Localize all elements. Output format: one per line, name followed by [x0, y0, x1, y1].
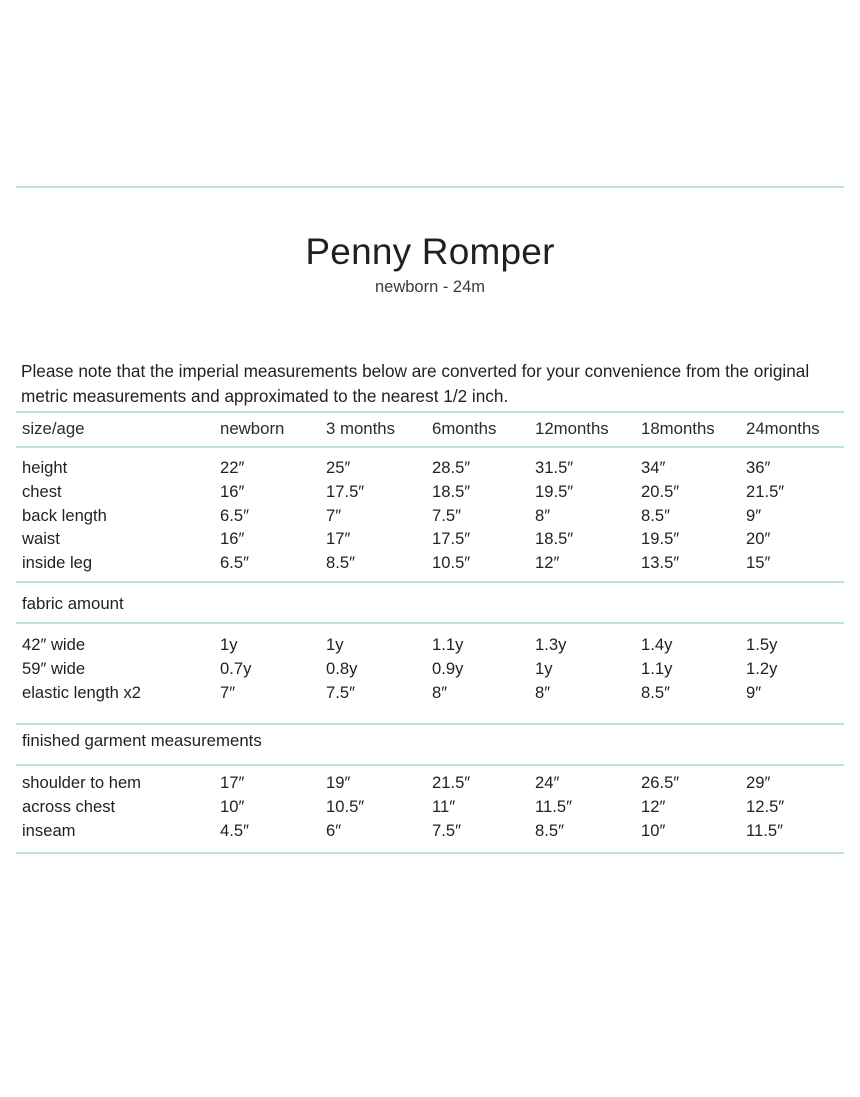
table-cell: 20″ [746, 529, 771, 549]
table-cell: 19.5″ [641, 529, 680, 549]
row-label: shoulder to hem [22, 773, 141, 792]
table-cell: 36″ [746, 458, 771, 477]
conversion-note: Please note that the imperial measurements below are converted for your convenience from the original metric measurements and approximated to the nearest 1/2 inch. [21, 361, 810, 407]
table-row [0, 819, 860, 843]
table-divider [16, 622, 844, 624]
table-cell: 1.4y [641, 635, 673, 654]
table-row [0, 681, 860, 705]
table-cell: 20.5″ [641, 481, 680, 501]
table-cell: 3 months [326, 419, 396, 438]
table-cell: 11.5″ [535, 796, 572, 816]
table-cell: 7″ [220, 682, 236, 702]
table-cell: 6.5″ [220, 553, 249, 573]
table-divider [16, 186, 844, 188]
row-label: back length [22, 505, 107, 525]
table-header-row [0, 417, 860, 441]
row-label: across chest [22, 796, 116, 816]
table-divider [16, 446, 844, 448]
table-cell: 26.5″ [641, 773, 680, 792]
table-row [0, 504, 860, 528]
section-heading-fabric-amount: fabric amount [22, 594, 124, 613]
table-cell: 10″ [220, 796, 245, 816]
table-cell: 8.5″ [535, 820, 564, 840]
table-cell: 8″ [535, 682, 551, 702]
table-cell: 16″ [220, 481, 245, 501]
row-label: inside leg [22, 553, 93, 573]
table-row [0, 657, 860, 681]
table-cell: 7.5″ [432, 505, 461, 525]
table-cell: 7″ [326, 505, 342, 525]
table-cell: 10″ [641, 820, 666, 840]
table-cell: 1y [535, 658, 553, 678]
table-cell: 24″ [535, 773, 560, 792]
table-cell: 12.5″ [746, 796, 785, 816]
table-cell: 1y [326, 635, 344, 654]
row-label: 59″ wide [22, 658, 86, 678]
table-cell: 13.5″ [641, 553, 680, 573]
table-cell: 11″ [432, 796, 456, 816]
table-row [0, 551, 860, 575]
table-cell: 1y [220, 635, 238, 654]
table-cell: 1.1y [432, 635, 464, 654]
table-divider [16, 764, 844, 766]
row-label: height [22, 458, 68, 477]
row-label: 42″ wide [22, 635, 86, 654]
table-row [0, 771, 860, 795]
table-cell: 11.5″ [746, 820, 783, 840]
row-label: size/age [22, 419, 85, 438]
table-cell: 29″ [746, 773, 771, 792]
table-cell: 28.5″ [432, 458, 471, 477]
table-cell: 7.5″ [326, 682, 355, 702]
table-cell: 9″ [746, 505, 762, 525]
table-row [0, 456, 860, 480]
table-cell: 19.5″ [535, 481, 574, 501]
table-divider [16, 723, 844, 725]
table-cell: 12″ [641, 796, 666, 816]
table-row [0, 633, 860, 657]
table-cell: 31.5″ [535, 458, 574, 477]
table-divider [16, 581, 844, 583]
table-cell: 0.8y [326, 658, 358, 678]
table-cell: 34″ [641, 458, 666, 477]
table-cell: 17.5″ [326, 481, 365, 501]
table-cell: 8″ [535, 505, 551, 525]
table-cell: 12months [535, 419, 609, 438]
table-cell: 17″ [326, 529, 351, 549]
table-cell: 18.5″ [432, 481, 471, 501]
table-cell: 10.5″ [432, 553, 471, 573]
table-cell: 17.5″ [432, 529, 471, 549]
table-cell: 7.5″ [432, 820, 461, 840]
table-cell: 9″ [746, 682, 762, 702]
table-cell: 12″ [535, 553, 560, 573]
table-cell: 8″ [432, 682, 448, 702]
table-cell: 8.5″ [641, 505, 670, 525]
table-cell: 24months [746, 419, 820, 438]
table-cell: 0.7y [220, 658, 252, 678]
table-cell: 1.5y [746, 635, 778, 654]
table-cell: 10.5″ [326, 796, 365, 816]
table-cell: 1.3y [535, 635, 567, 654]
table-cell: 21.5″ [432, 773, 471, 792]
page-title: Penny Romper [305, 230, 555, 272]
table-cell: newborn [220, 419, 285, 438]
table-divider [16, 852, 844, 854]
table-cell: 8.5″ [326, 553, 355, 573]
page-subtitle: newborn - 24m [374, 278, 486, 296]
section-heading-finished-garment: finished garment measurements [22, 731, 262, 750]
table-cell: 17″ [220, 773, 245, 792]
table-cell: 1.1y [641, 658, 673, 678]
table-cell: 8.5″ [641, 682, 670, 702]
row-label: chest [22, 481, 62, 501]
table-cell: 22″ [220, 458, 245, 477]
row-label: inseam [22, 820, 76, 840]
table-divider [16, 411, 844, 413]
table-cell: 19″ [326, 773, 351, 792]
table-cell: 6″ [326, 820, 342, 840]
table-cell: 25″ [326, 458, 351, 477]
table-row [0, 795, 860, 819]
table-cell: 18months [641, 419, 715, 438]
table-cell: 16″ [220, 529, 245, 549]
row-label: waist [22, 529, 60, 549]
table-row [0, 480, 860, 504]
table-cell: 21.5″ [746, 481, 785, 501]
table-cell: 4.5″ [220, 820, 249, 840]
table-cell: 15″ [746, 553, 771, 573]
table-row [0, 527, 860, 551]
table-cell: 6.5″ [220, 505, 249, 525]
row-label: elastic length x2 [22, 682, 141, 702]
table-cell: 0.9y [432, 658, 464, 678]
table-cell: 1.2y [746, 658, 778, 678]
table-cell: 18.5″ [535, 529, 574, 549]
table-cell: 6months [432, 419, 497, 438]
